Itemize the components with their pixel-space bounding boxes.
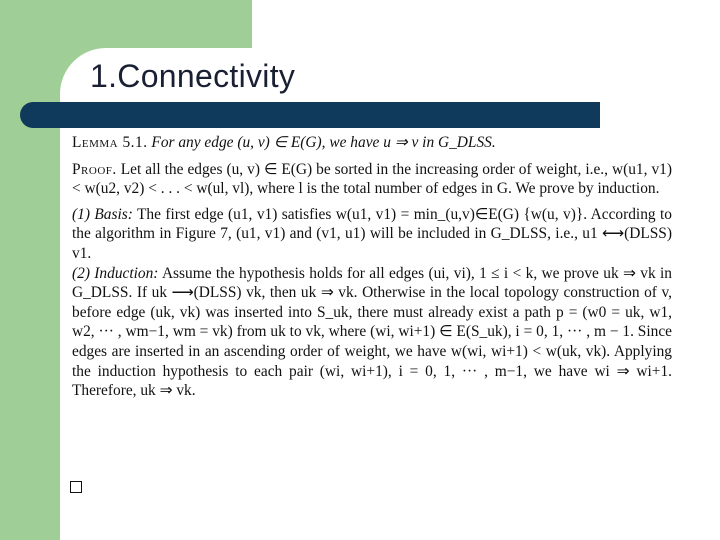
basis-paragraph: [72, 205, 672, 264]
basis-text: The first edge (u1, v1) satisfies w(u1, v1) = min_(u,v)∈E(G) {w(u, v)}. According to the algorithm in Figure 7, (u1, v1) and (v1, u1) will be included in G_DLSS, i.e., u1 ⟷(DLSS) v1.: [72, 205, 672, 262]
green-side-strip: [0, 0, 60, 540]
lemma-paragraph: [72, 133, 672, 153]
lemma-statement: For any edge (u, v) ∈ E(G), we have u ⇒ v in G_DLSS.: [151, 134, 496, 151]
induction-paragraph: [72, 264, 672, 401]
induction-text: Assume the hypothesis holds for all edges (ui, vi), 1 ≤ i < k, we prove uk ⇒ vk in G_DLSS. If uk ⟶(DLSS) vk, then uk ⇒ vk. Otherwise in the local topology construction of v, before edge (uk, vk) was inserted into S_uk, there must already exist a path p = (w0 = uk, w1, w2, ··· , wm−1, wm = vk) from uk to vk, where (wi, wi+1) ∈ E(S_uk), i = 0, 1, ··· , m − 1. Since edges are inserted in an ascending order of weight, we have w(wi, wi+1) < w(uk, vk). Applying the induction hypothesis to each pair (wi, wi+1), i = 0, 1, ··· , m−1, we have wi ⇒ wi+1. Therefore, uk ⇒ vk.: [72, 264, 672, 400]
title-underline-bar: [20, 102, 600, 128]
proof-intro-paragraph: [72, 160, 672, 199]
induction-label: (2) Induction:: [72, 264, 159, 282]
slide-title: 1.Connectivity: [90, 58, 296, 94]
basis-label: (1) Basis:: [72, 205, 133, 223]
proof-label: Proof.: [72, 160, 117, 178]
lemma-label: Lemma 5.1.: [72, 134, 148, 151]
lemma-proof-document: [72, 133, 672, 401]
proof-intro: Let all the edges (u, v) ∈ E(G) be sorted in the increasing order of weight, i.e., w(u1, v1) < w(u2, v2) < . . . < w(ul, vl), where l is the total number of edges in G. We prove by induction.: [72, 160, 672, 198]
checkbox-icon: [70, 481, 82, 493]
